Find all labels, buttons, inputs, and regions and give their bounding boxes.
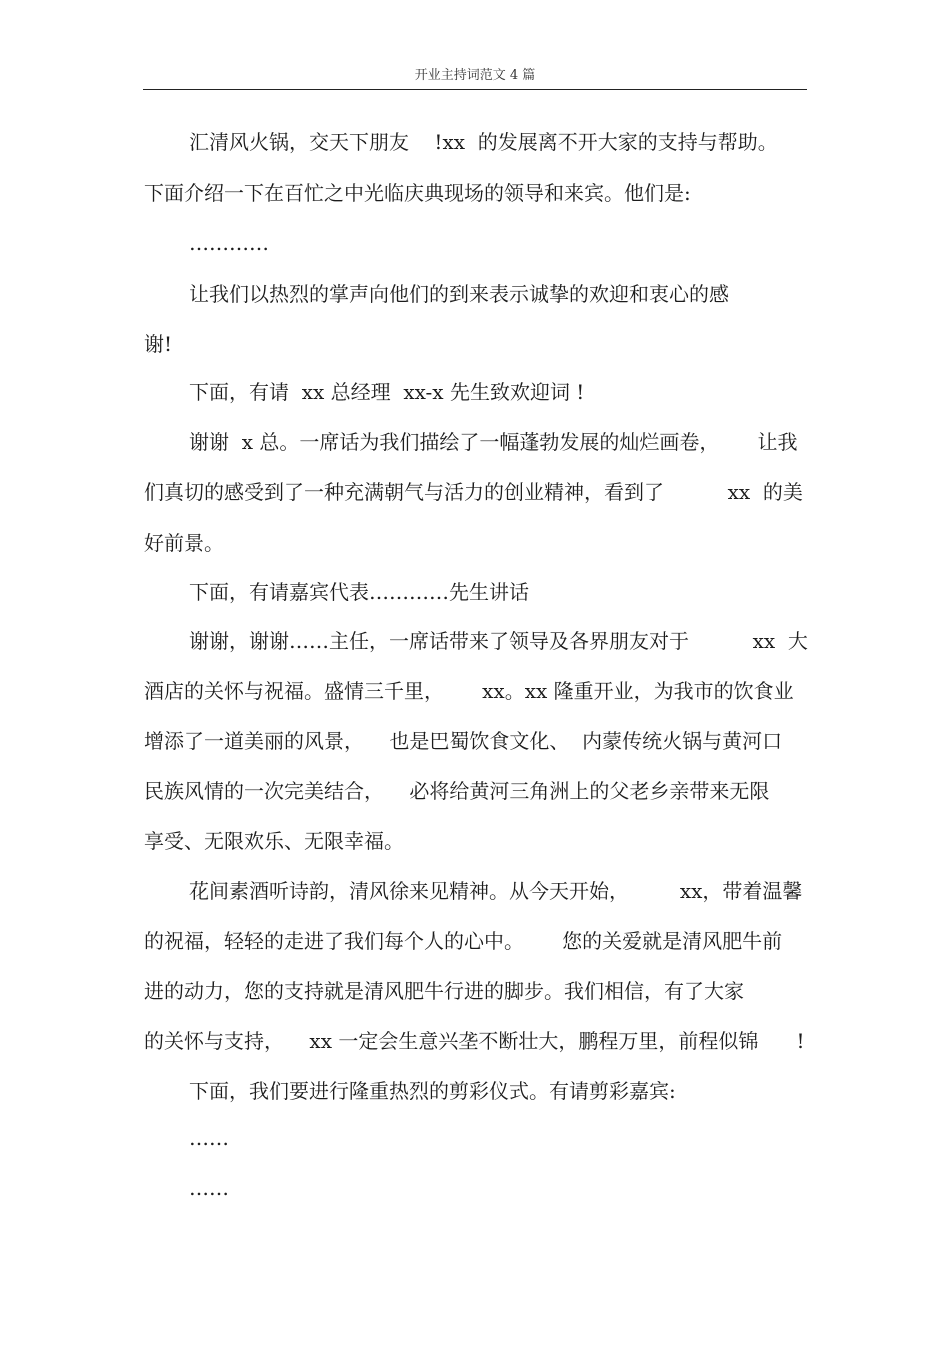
body-line: 汇清风火锅，交天下朋友 !xx 的发展离不开大家的支持与帮助。 <box>189 130 778 154</box>
body-line: 下面介绍一下在百忙之中光临庆典现场的领导和来宾。他们是: <box>144 181 691 205</box>
body-line: 享受、无限欢乐、无限幸福。 <box>144 829 404 853</box>
body-line: 酒店的关怀与祝福。盛情三千里， xx。xx 隆重开业，为我市的饮食业 <box>144 679 794 703</box>
body-line: 下面，有请 xx 总经理 xx-x 先生致欢迎词 ! <box>189 380 585 404</box>
body-line: 好前景。 <box>144 531 224 555</box>
body-line: …… <box>189 1126 229 1150</box>
body-line: 增添了一道美丽的风景， 也是巴蜀饮食文化、 内蒙传统火锅与黄河口 <box>144 729 783 753</box>
body-line: …… <box>189 1176 229 1200</box>
page-header: 开业主持词范文 4 篇 <box>143 62 807 90</box>
body-line: 花间素酒听诗韵，清风徐来见精神。从今天开始， xx，带着温馨 <box>189 879 803 903</box>
body-line: ………… <box>189 231 269 255</box>
body-line: 们真切的感受到了一种充满朝气与活力的创业精神，看到了 xx 的美 <box>144 480 803 504</box>
body-line: 下面，我们要进行隆重热烈的剪彩仪式。有请剪彩嘉宾: <box>189 1079 676 1103</box>
body-line: 进的动力，您的支持就是清风肥牛行进的脚步。我们相信，有了大家 <box>144 979 744 1003</box>
body-line: 的关怀与支持， xx 一定会生意兴垄不断壮大，鹏程万里，前程似锦 ! <box>144 1029 805 1053</box>
body-line: 下面，有请嘉宾代表…………先生讲话 <box>189 580 529 604</box>
body-line: 民族风情的一次完美结合， 必将给黄河三角洲上的父老乡亲带来无限 <box>144 779 770 803</box>
body-line: 谢谢 x 总。一席话为我们描绘了一幅蓬勃发展的灿烂画卷， 让我 <box>189 430 798 454</box>
body-line: 谢! <box>144 332 173 356</box>
body-line: 的祝福，轻轻的走进了我们每个人的心中。 您的关爱就是清风肥牛前 <box>144 929 783 953</box>
body-line: 让我们以热烈的掌声向他们的到来表示诚挚的欢迎和衷心的感 <box>189 282 729 306</box>
body-line: 谢谢，谢谢……主任，一席话带来了领导及各界朋友对于 xx 大 <box>189 629 808 653</box>
